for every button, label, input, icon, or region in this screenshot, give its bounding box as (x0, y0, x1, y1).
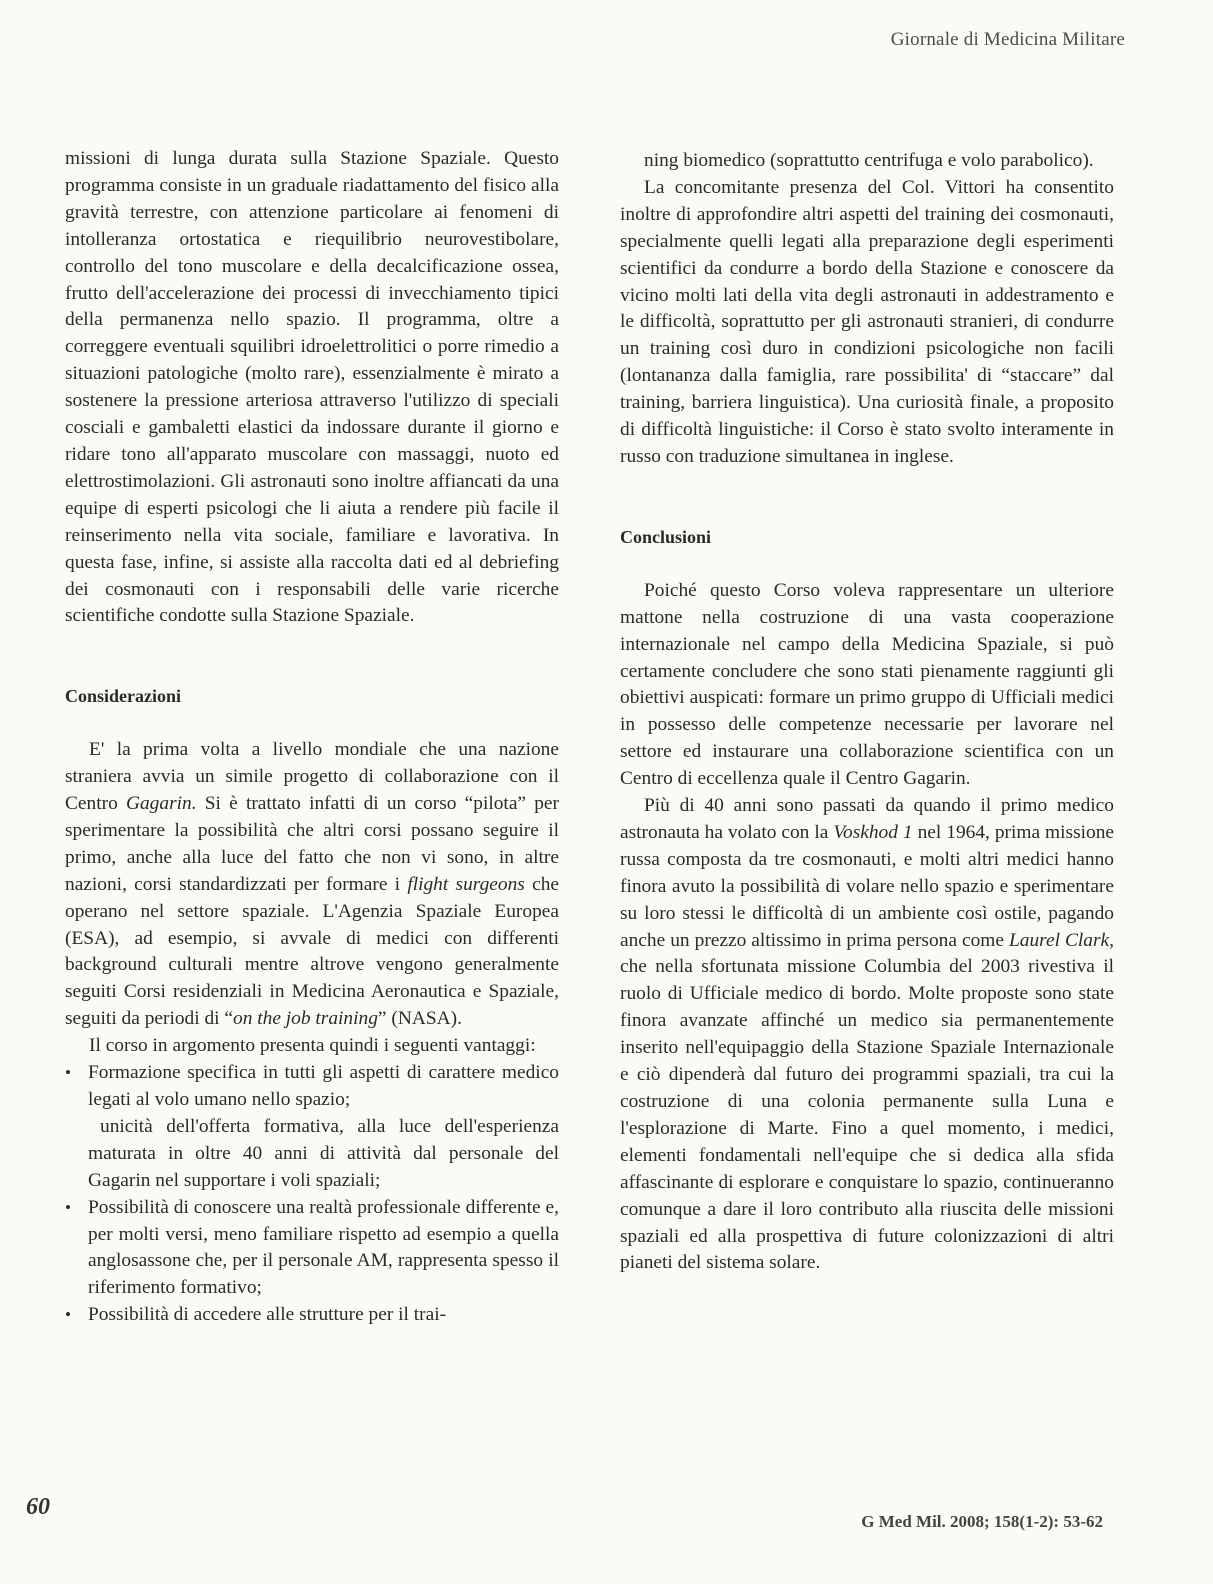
list-item-continuation: unicità dell'offerta formativa, alla luce dell'esperienza maturata in oltre 40 anni di attività dal personale del Gagarin nel supportare i voli spaziali; (88, 1115, 559, 1191)
paragraph-first-time (65, 737, 559, 1033)
journal-citation: G Med Mil. 2008; 158(1-2): 53-62 (861, 1512, 1103, 1531)
text-run: nel 1964, prima missione russa composta da tre cosmonauti, e molti altri medici hanno finora avuto la possibilità di volare nello spazio e sperimentare su loro stessi le difficoltà di un ambiente così ostile, pagando anche un prezzo altissimo in prima persona come (620, 821, 1114, 951)
advantages-list-continued (65, 1195, 559, 1330)
spacer (620, 471, 1114, 524)
text-run: che operano nel settore spaziale. L'Agenzia Spaziale Europea (ESA), ad esempio, si avvale di medici con differenti background culturali mentre altrove vengono generalmente seguiti Corsi residenziali in Medicina Aeronautica e Spaziale, seguiti da periodi di “ (65, 873, 559, 1030)
italic-gagarin: Gagarin. (125, 793, 197, 815)
paragraph-rehabilitation: missioni di lunga durata sulla Stazione Spaziale. Questo programma consiste in un graduale riadattamento del fisico alla gravità terrestre, con attenzione particolare ai fenomeni di intolleranza ortostatica e riequilibrio neurovestibolare, controllo del tono muscolare e della decalcificazione ossea, frutto dell'accelerazione dei processi di invecchiamento tipici della permanenza nello spazio. Il programma, oltre a correggere eventuali squilibri idroelettrolitici o porre rimedio a situazioni patologiche (molto rare), essenzialmente è mirato a sostenere la pressione arteriosa attraverso l'utilizzo di speciali cosciali e gambaletti elastici da indossare durante il giorno e ridare tono all'apparato muscolare con massaggi, nuoto ed elettrostimolazioni. Gli astronauti sono inoltre affiancati da una equipe di esperti psicologi che li aiuta a rendere più facile il reinserimento nella vita sociale, familiare e lavorativa. In questa fase, infine, si assiste alla raccolta dati ed al debriefing dei cosmonauti con i responsabili delle varie ricerche scientifiche condotte sulla Stazione Spaziale. (65, 148, 559, 627)
text-run: Si è trattato infatti di un corso “pilota” per sperimentare la possibilità che altri corsi possano seguire il primo, anche alla luce del fatto che non vi sono, in altre nazioni, corsi standardizzati per formare i (65, 793, 559, 895)
italic-flight-surgeons: flight surgeons (407, 873, 525, 895)
advantages-list (65, 1060, 559, 1114)
italic-laurel-clark: Laurel Clark, (1008, 929, 1115, 951)
running-head-journal-title: Giornale di Medicina Militare (890, 29, 1125, 50)
list-item: • Possibilità di accedere alle strutture per il trai- (65, 1302, 559, 1329)
spacer (65, 630, 559, 683)
section-heading-conclusioni: Conclusioni (620, 526, 712, 547)
paragraph-vittori: La concomitante presenza del Col. Vittori ha consentito inoltre di approfondire altri aspetti del training dei cosmonauti, specialmente quelli legati alla preparazione degli esperimenti scientifici da condurre a bordo della Stazione e conoscere da vicino molti lati della vita degli astronauti in addestramento e le difficoltà, soprattutto per gli astronauti stranieri, di condurre un training così duro in condizioni psicologiche non facili (lontananza dalla famiglia, rare possibilita' di “staccare” dal training, barriera linguistica). Una curiosità finale, a proposito di difficoltà linguistiche: il Corso è stato svolto interamente in russo con traduzione simultanea in inglese. (620, 176, 1114, 467)
paragraph-conclusion: Poiché questo Corso voleva rappresentare un ulteriore mattone nella costruzione di una vasta cooperazione internazionale nel campo della Medicina Spaziale, si può certamente concludere che sono stati pienamente raggiunti gli obiettivi auspicati: formare un primo gruppo di Ufficiali medici in possesso delle competenze necessarie per lavorare nel settore ed instaurare una collaborazione scientifica con un Centro di eccellenza quale il Centro Gagarin. (620, 579, 1114, 790)
right-column (620, 148, 1114, 1277)
section-heading-considerazioni: Considerazioni (65, 686, 182, 707)
text-run: E' la prima volta a livello mondiale che una nazione straniera avvia un simile progetto di collaborazione con il Centro (65, 739, 559, 815)
italic-voskhod: Voskhod 1 (833, 821, 913, 843)
text-run: Più di 40 anni sono passati da quando il primo medico astronauta ha volato con la (620, 795, 1114, 843)
text-run: che nella sfortunata missione Columbia del 2003 rivestiva il ruolo di Ufficiale medico di bordo. Molte proposte sono state finora avanzate affinché un medico sia permanentemente inserito nell'equipaggio della Stazione Spaziale Internazionale e ciò dipenderà dal futuro dei programmi spaziali, tra cui la costruzione di una colonia permanente sulla Luna e l'esplorazione di Marte. Fino a quel momento, i medici, elementi fondamentali nell'equipe che si dedica alla sfida affascinante di esplorare e conquistare lo spazio, continueranno comunque a dare il loro contributo alla riuscita delle missioni spaziali ed alla prospettiva di future colonizzazioni di altri pianeti del sistema solare. (620, 956, 1114, 1274)
left-column (65, 146, 559, 1329)
text-run: ” (NASA). (377, 1008, 462, 1030)
list-item: • Formazione specifica in tutti gli aspetti di carattere medico legati al volo umano nello spazio; (65, 1060, 559, 1114)
page-number: 60 (26, 1494, 50, 1520)
paragraph-training-continuation: ning biomedico (soprattutto centrifuga e volo parabolico). (644, 150, 1094, 171)
italic-on-the-job-training: on the job training (233, 1008, 378, 1030)
spacer (620, 551, 1114, 578)
spacer (65, 710, 559, 737)
paragraph-advantages-intro: Il corso in argomento presenta quindi i seguenti vantaggi: (89, 1035, 536, 1057)
list-item: • Possibilità di conoscere una realtà professionale differente e, per molti versi, meno familiare rispetto ad esempio a quella anglosassone che, per il personale AM, rappresenta spesso il riferimento formativo; (65, 1195, 559, 1303)
paragraph-forty-years (620, 793, 1114, 1277)
